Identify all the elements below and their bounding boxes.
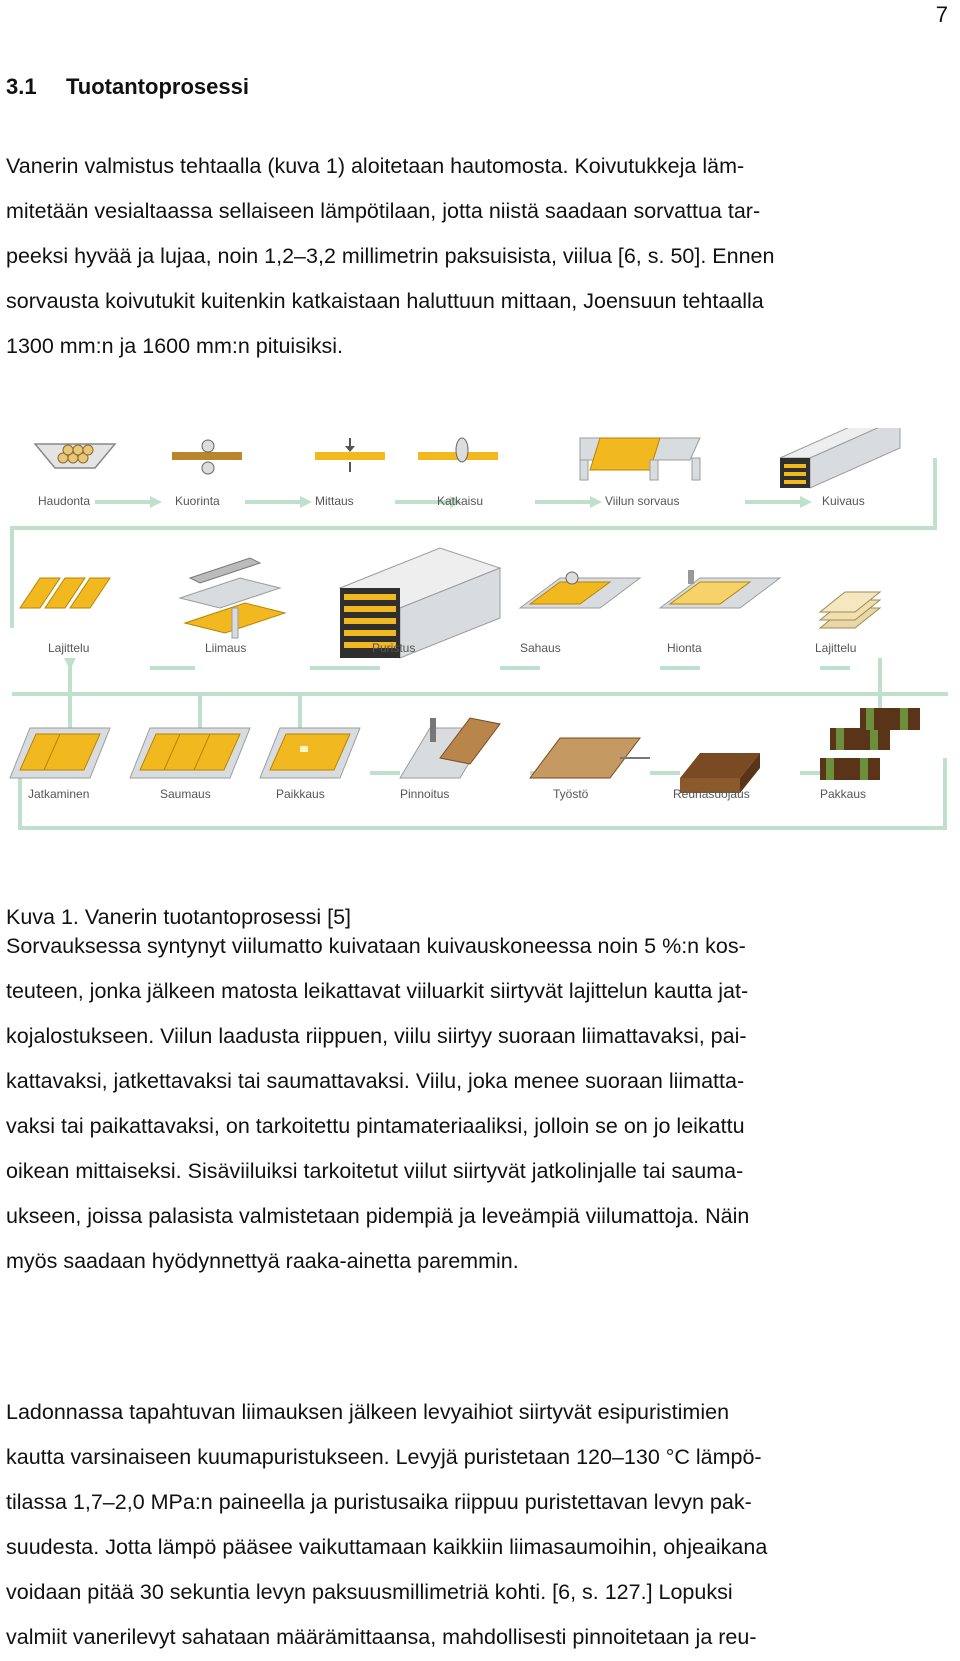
arrowhead <box>300 496 312 508</box>
step-label: Paikkaus <box>276 787 325 801</box>
pakkaus-icon <box>820 708 920 780</box>
text-line: Vanerin valmistus tehtaalla (kuva 1) aloitetaan hautomosta. Koivutukkeja läm- <box>6 154 745 178</box>
step-label: Viilun sorvaus <box>605 494 680 508</box>
page-number: 7 <box>935 2 948 27</box>
haudonta-icon <box>35 444 115 468</box>
text-line: kautta varsinaiseen kuumapuristukseen. Levyjä puristetaan 120–130 °C lämpö- <box>6 1445 762 1469</box>
text-line: voidaan pitää 30 sekuntia levyn paksuusmillimetriä kohti. [6, s. 127.] Lopuksi <box>6 1580 733 1604</box>
lajittelu-2-icon <box>820 592 880 628</box>
lajittelu-icon <box>20 578 110 608</box>
step-label: Liimaus <box>205 641 247 655</box>
sahaus-icon <box>520 572 640 608</box>
step-label: Pinnoitus <box>400 787 450 801</box>
text-line: myös saadaan hyödynnettyä raaka-ainetta paremmin. <box>6 1249 519 1273</box>
section-title: Tuotantoprosessi <box>66 74 249 99</box>
step-label: Lajittelu <box>48 641 90 655</box>
paragraph-3 <box>6 1390 948 1660</box>
text-line: oikean mittaiseksi. Sisäviiluiksi tarkoitetut viilut siirtyvät jatkolinjalle tai sauma- <box>6 1159 744 1183</box>
production-process-figure <box>0 428 960 858</box>
process-diagram <box>0 428 960 858</box>
text-line: valmiit vanerilevyt sahataan määrämittaansa, mahdollisesti pinnoitetaan ja reu- <box>6 1625 757 1649</box>
text-line: sorvausta koivutukit kuitenkin katkaistaan haluttuun mittaan, Joensuun tehtaalla <box>6 289 764 313</box>
saumaus-icon <box>130 728 250 778</box>
step-label: Jatkaminen <box>28 787 90 801</box>
liimaus-icon <box>180 558 285 638</box>
text-line: peeksi hyvää ja lujaa, noin 1,2–3,2 millimetrin paksuisista, viilua [6, s. 50]. Ennen <box>6 244 775 268</box>
section-heading <box>6 74 249 100</box>
row3-labels <box>28 787 866 801</box>
arrowhead <box>800 496 812 508</box>
step-label: Työstö <box>553 787 589 801</box>
mittaus-icon <box>315 438 385 472</box>
step-label: Kuivaus <box>822 494 865 508</box>
text-line: vaksi tai paikattavaksi, on tarkoitettu pintamateriaaliksi, jolloin se on jo leikattu <box>6 1114 745 1138</box>
pinnoitus-icon <box>400 718 500 778</box>
arrowhead <box>590 496 602 508</box>
step-label: Hionta <box>667 641 702 655</box>
kuorinta-icon <box>172 440 242 474</box>
step-label: Sahaus <box>520 641 561 655</box>
text-line: suudesta. Jotta lämpö pääsee vaikuttamaan kaikkiin liimasaumoihin, ohjeaikana <box>6 1535 768 1559</box>
step-label: Lajittelu <box>815 641 857 655</box>
puristus-icon <box>340 548 500 658</box>
row1-labels <box>38 494 865 508</box>
step-label: Haudonta <box>38 494 91 508</box>
section-number: 3.1 <box>6 74 37 99</box>
tyosto-icon <box>530 738 650 778</box>
text-line: teuteen, jonka jälkeen matosta leikattavat viiluarkit siirtyvät lajittelun kautta jat- <box>6 979 749 1003</box>
text-line: 1300 mm:n ja 1600 mm:n pituisiksi. <box>6 334 343 358</box>
kuivaus-icon <box>780 428 900 488</box>
hionta-icon <box>660 570 780 608</box>
text-line: Ladonnassa tapahtuvan liimauksen jälkeen levyaihiot siirtyvät esipuristimien <box>6 1400 730 1424</box>
arrowhead <box>64 658 76 670</box>
arrowhead <box>150 496 162 508</box>
text-line: tilassa 1,7–2,0 MPa:n paineella ja puristusaika riippuu puristettavan levyn pak- <box>6 1490 752 1514</box>
paragraph-1 <box>6 144 948 369</box>
paikkaus-icon <box>260 728 360 778</box>
step-label: Puristus <box>372 641 416 655</box>
text-line: ukseen, joissa palasista valmistetaan pidempiä ja leveämpiä viilumattoja. Näin <box>6 1204 750 1228</box>
row2-labels <box>48 641 856 655</box>
step-label: Reunasuojaus <box>673 787 750 801</box>
text-line: Sorvauksessa syntynyt viilumatto kuivataan kuivauskoneessa noin 5 %:n kos- <box>6 934 746 958</box>
step-label: Mittaus <box>315 494 354 508</box>
paragraph-2 <box>6 924 948 1284</box>
step-label: Kuorinta <box>175 494 220 508</box>
text-line: mitetään vesialtaassa sellaiseen lämpötilaan, jotta niistä saadaan sorvattua tar- <box>6 199 761 223</box>
viilun-sorvaus-icon <box>580 438 700 480</box>
step-label: Saumaus <box>160 787 211 801</box>
figure-caption: Kuva 1. Vanerin tuotantoprosessi [5] <box>6 905 352 929</box>
text-line: kojalostukseen. Viilun laadusta riippuen, viilu siirtyy suoraan liimattavaksi, pai- <box>6 1024 747 1048</box>
step-label: Katkaisu <box>437 494 484 508</box>
katkaisu-icon <box>418 438 498 462</box>
jatkaminen-icon <box>10 728 110 778</box>
step-label: Pakkaus <box>820 787 867 801</box>
text-line: kattavaksi, jatkettavaksi tai saumattavaksi. Viilu, joka menee suoraan liimatta- <box>6 1069 745 1093</box>
